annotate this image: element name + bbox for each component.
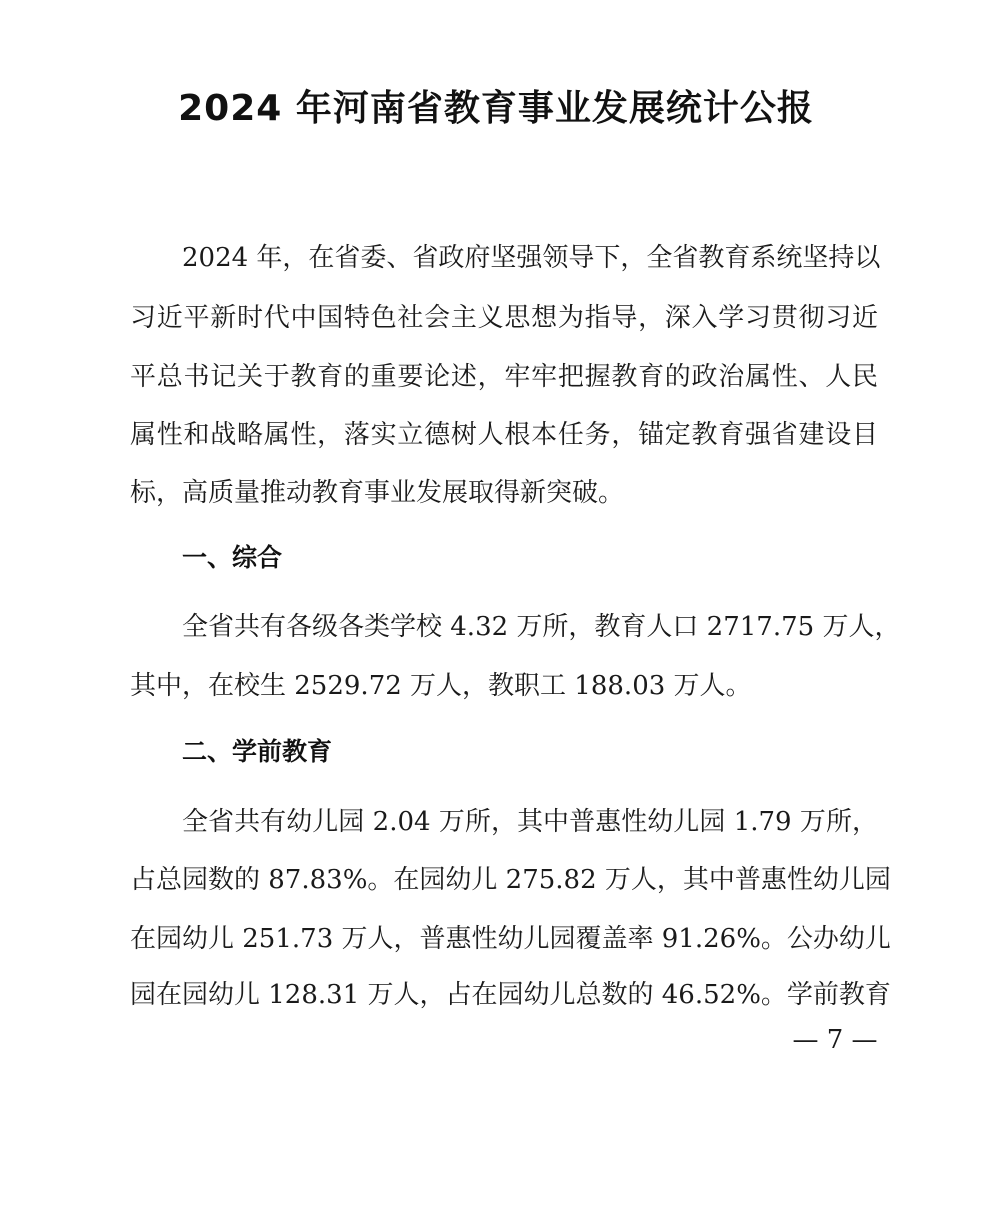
intro-line-1: 2024 年，在省委、省政府坚强领导下，全省教育系统坚持以 bbox=[182, 243, 881, 273]
intro-line-5: 标，高质量推动教育事业发展取得新突破。 bbox=[130, 478, 625, 508]
section2-line-1: 全省共有幼儿园 2.04 万所，其中普惠性幼儿园 1.79 万所， bbox=[182, 807, 878, 837]
page-title: 2024 年河南省教育事业发展统计公报 bbox=[178, 88, 814, 129]
intro-line-4: 属性和战略属性，落实立德树人根本任务，锚定教育强省建设目 bbox=[130, 420, 878, 450]
section-heading-preschool: 二、学前教育 bbox=[182, 737, 333, 766]
page-number: — 7 — bbox=[792, 1025, 878, 1055]
section2-line-3: 在园幼儿 251.73 万人，普惠性幼儿园覆盖率 91.26%。公办幼儿 bbox=[130, 924, 891, 954]
section1-line-2: 其中，在校生 2529.72 万人，教职工 188.03 万人。 bbox=[130, 671, 752, 701]
intro-line-2: 习近平新时代中国特色社会主义思想为指导，深入学习贯彻习近 bbox=[130, 303, 878, 333]
section-heading-general: 一、综合 bbox=[182, 543, 283, 572]
section1-line-1: 全省共有各级各类学校 4.32 万所，教育人口 2717.75 万人， bbox=[182, 612, 901, 642]
section2-line-4: 园在园幼儿 128.31 万人，占在园幼儿总数的 46.52%。学前教育 bbox=[130, 980, 891, 1010]
section2-line-2: 占总园数的 87.83%。在园幼儿 275.82 万人，其中普惠性幼儿园 bbox=[130, 865, 891, 895]
intro-line-3: 平总书记关于教育的重要论述，牢牢把握教育的政治属性、人民 bbox=[130, 362, 878, 392]
